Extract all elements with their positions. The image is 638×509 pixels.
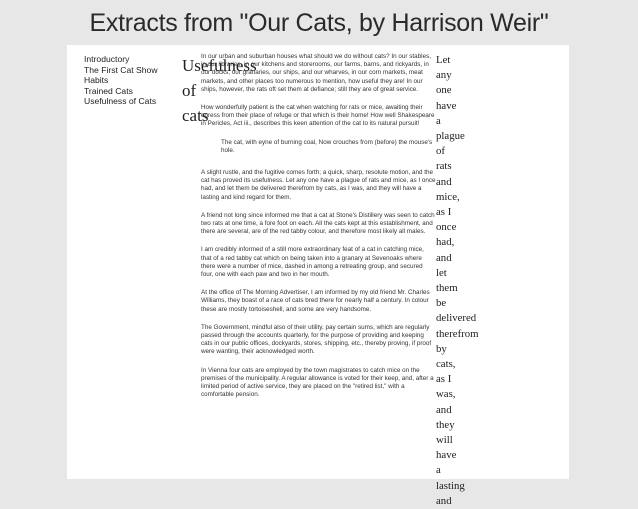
pull-quote-word: them	[436, 282, 458, 295]
paragraph: A slight rustle, and the fugitive comes forth; a quick, sharp, resolute motion, and the cat has proved its usefulness. Let any one have a plague of rats and mice, as I once had, and let them be delivered therefrom by cats, as I was, and they will have a lasting and kind regard for them.	[201, 169, 436, 201]
pull-quote-word: have	[436, 99, 457, 112]
quotation: The cat, with eyne of burning coal, Now crouches from (before) the mouse's hole.	[221, 138, 433, 154]
nav-menu	[84, 54, 158, 107]
nav-item-habits[interactable]: Habits	[84, 75, 109, 86]
heading-word: of	[182, 81, 197, 100]
pull-quote-word: and	[436, 494, 452, 507]
pull-quote-word: plague	[436, 130, 465, 143]
pull-quote-word: of	[436, 145, 445, 158]
pull-quote-word: Let	[436, 54, 451, 66]
paragraph: A friend not long since informed me that a cat at Stone's Distillery was seen to catch two rats at one time, a fore foot on each. All the cats kept at this establishment, and there are several, are of the red tabby colour, and therefore most likely all males.	[201, 211, 435, 236]
pull-quote-word: lasting	[436, 479, 465, 492]
pull-quote-word: by	[436, 342, 447, 355]
article-body	[201, 53, 436, 410]
pull-quote-word: cats,	[436, 358, 456, 371]
pull-quote-word: they	[436, 418, 455, 431]
nav-item-introductory[interactable]: Introductory	[84, 54, 130, 64]
paragraph: The Government, mindful also of their utility, pay certain sums, which are regularly passed through the accounts quarterly, for the purpose of providing and keeping cats in our public offices, dockyards, stores, shipping, etc., thereby proving, if proof were wanting, their acknowledged worth.	[201, 323, 432, 356]
nav-item-first-cat-show[interactable]: The First Cat Show	[84, 64, 158, 75]
pull-quote-word: was,	[436, 388, 456, 401]
pull-quote-word: had,	[436, 236, 455, 249]
paragraph: At the office of The Morning Advertiser, I am informed by my old friend Mr. Charles Williams, they boast of a race of cats bred there for nearly half a century. In colour these are mostly tortoiseshell, and some are very handsome.	[201, 289, 430, 313]
pull-quote-word: be	[436, 297, 447, 310]
pull-quote-word: and	[436, 175, 452, 188]
pull-quote-word: and	[436, 403, 452, 416]
paragraph: How wonderfully patient is the cat when watching for rats or mice, awaiting their egress from their place of refuge or that which is their home! How well Shakespeare in Pericles, Act iii., describes this keen attention of the cat to its natural pursuit!	[201, 104, 435, 128]
slide-title: Extracts from "Our Cats, by Harrison Weir"	[89, 9, 549, 37]
pull-quote-word: a	[436, 114, 441, 127]
pull-quote-word: and	[436, 251, 452, 264]
pull-quote-word: therefrom	[436, 327, 479, 340]
pull-quote-word: once	[436, 221, 457, 234]
pull-quote-word: will	[436, 434, 453, 447]
heading-word: Usefulness	[182, 56, 257, 75]
pull-quote-word: as I	[436, 206, 452, 219]
pull-quote-word: as I	[436, 373, 452, 386]
pull-quote-word: a	[436, 464, 441, 477]
pull-quote-word: have	[436, 449, 457, 462]
pull-quote-word: delivered	[436, 312, 477, 325]
pull-quote-column	[436, 53, 492, 509]
document-page	[67, 45, 569, 507]
paragraph: In our urban and suburban houses what should we do without cats? In our stables, in our libraries, in our kitchens and storerooms, our farms, barns, and rickyards, in our docks, our granaries, our ships, and our wharves, in our corn markets, meat markets, and other places too numerous to mention, how useful they are! In our ships, however, the rats oft set them at defiance; still they are of great service.	[201, 53, 431, 93]
paragraph: I am credibly informed of a still more extraordinary feat of a cat in catching mice, that of a red tabby cat which on being taken into a granary at Sevenoaks where there were a number of mice, dashed in among a retreating group, and secured four, one with each paw and two in her mouth.	[201, 246, 424, 279]
pull-quote-word: mice,	[436, 190, 460, 203]
nav-item-trained-cats[interactable]: Trained Cats	[84, 85, 133, 96]
pull-quote-word: rats	[436, 160, 452, 173]
pull-quote-word: one	[436, 84, 452, 97]
pull-quote-word: let	[436, 266, 447, 279]
paragraph: In Vienna four cats are employed by the town magistrates to catch mice on the premises of the municipality. A regular allowance is voted for their keep, and, after a limited period of active service, they are placed on the "retired list," with a comfortable pension.	[201, 366, 434, 399]
heading-word: cats	[182, 106, 209, 125]
nav-item-usefulness-of-cats[interactable]: Usefulness of Cats	[84, 96, 157, 107]
pull-quote-word: any	[436, 69, 452, 82]
